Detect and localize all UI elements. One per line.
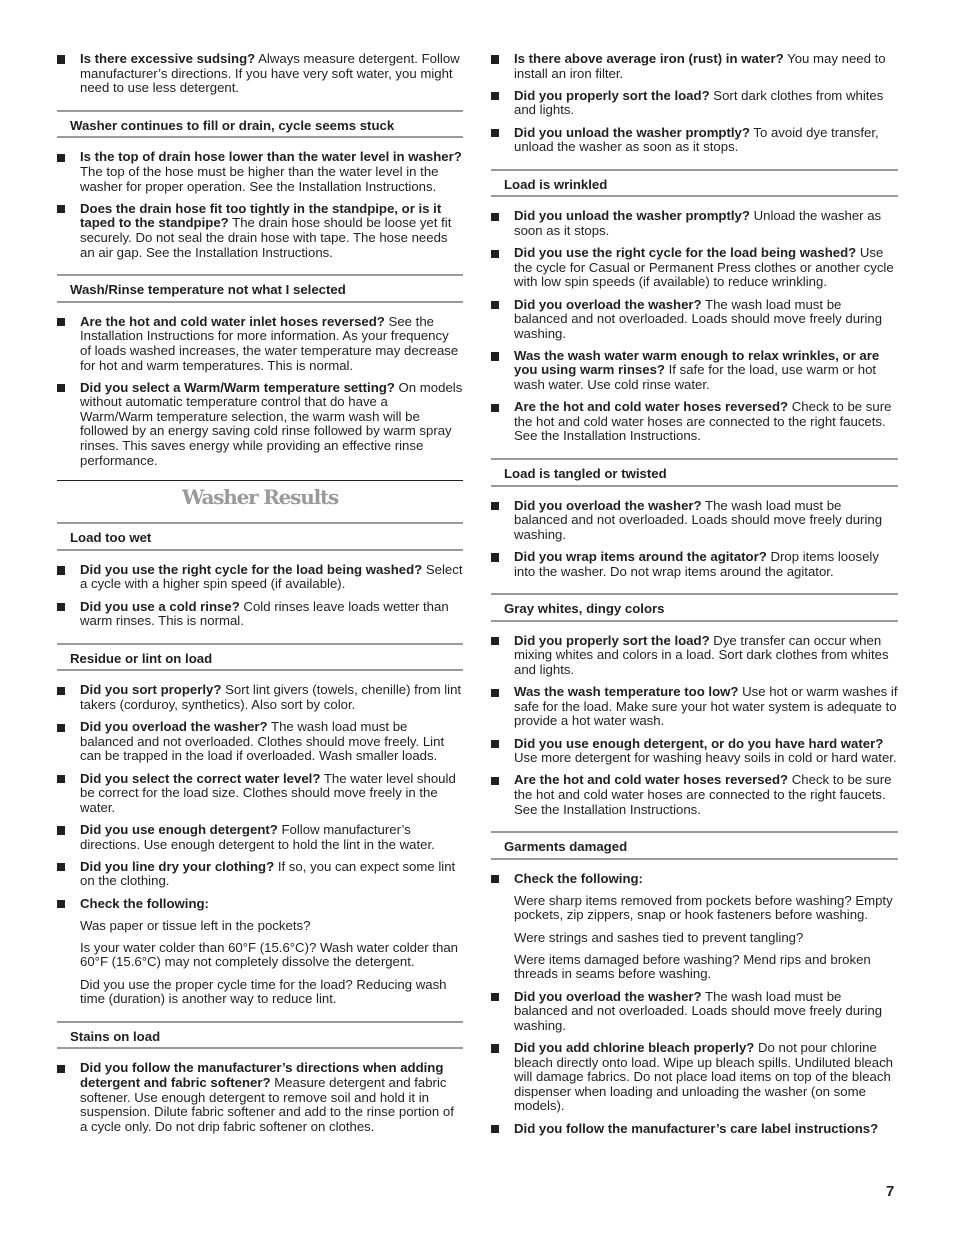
question-text: Did you select a Warm/Warm temperature setting?: [80, 379, 395, 395]
answer-text: Check to be sure the hot and cold water hoses are connected to the right faucets. See the Installation Instructions.: [514, 399, 892, 444]
answer-text: Cold rinses leave loads wetter than warm rinses. This is normal.: [80, 598, 449, 629]
square-bullet-icon: [57, 205, 65, 213]
bullet-item: [491, 499, 898, 543]
square-bullet-icon: [491, 213, 499, 221]
question-text: Did you sort properly?: [80, 682, 222, 698]
answer-text: The top of the hose must be higher than the water level in the washer for proper operation. See the Installation Instructions.: [80, 163, 439, 194]
square-bullet-icon: [57, 775, 65, 783]
bullet-item: [491, 872, 898, 887]
bullet-item: [491, 298, 898, 342]
paragraph: Did you use the proper cycle time for the load? Reducing wash time (duration) is another way to reduce lint.: [80, 976, 447, 1007]
question-text: Did you use enough detergent?: [80, 821, 278, 837]
square-bullet-icon: [491, 993, 499, 1001]
square-bullet-icon: [491, 352, 499, 360]
answer-text: If safe for the load, use warm or hot wash water. Use cold rinse water.: [514, 362, 877, 393]
bullet-item: [57, 381, 463, 469]
square-bullet-icon: [491, 404, 499, 412]
square-bullet-icon: [57, 1065, 65, 1073]
bullet-item: [491, 773, 898, 817]
subheading-load-is-wrinkled: Load is wrinkled: [491, 169, 898, 198]
question-text: Did you follow the manufacturer’s directions when adding detergent and fabric softener?: [80, 1060, 444, 1091]
bullet-item: [57, 683, 463, 712]
answer-text: See the Installation Instructions for more information. As your frequency of loads washed increases, the water temperature may decrease for hot and warm temperatures. This is normal.: [80, 313, 459, 373]
question-text: Are the hot and cold water hoses reversed?: [514, 399, 789, 415]
paragraph: Is your water colder than 60°F (15.6°C)? Wash water colder than 60°F (15.6°C) may not completely dissolve the detergent.: [80, 939, 459, 970]
question-text: Did you follow the manufacturer’s care label instructions?: [514, 1120, 879, 1136]
subheading-load-too-wet: Load too wet: [57, 522, 463, 551]
left-column: [57, 52, 463, 1142]
answer-text: Use hot or warm washes if safe for the load. Make sure your hot water system is adequate to provide a hot water wash.: [514, 684, 898, 729]
right-column: [491, 52, 898, 1144]
bullet-item: [57, 823, 463, 852]
answer-text: Use more detergent for washing heavy soils in cold or hard water.: [514, 750, 897, 766]
question-text: Did you overload the washer?: [80, 719, 268, 735]
square-bullet-icon: [57, 900, 65, 908]
answer-text: Measure detergent and fabric softener. Use enough detergent to remove soil and hold it in suspension. Dilute fabric softener and add to the rinse portion of a cycle only. Do not drip fabric softener on clothes.: [80, 1075, 454, 1134]
question-text: Did you use the right cycle for the load being washed?: [80, 561, 423, 577]
bullet-item: [491, 52, 898, 81]
subheading-residue-or-lint-on-load: Residue or lint on load: [57, 643, 463, 672]
bullet-item: [491, 126, 898, 155]
bullet-item: [491, 400, 898, 444]
answer-text: Sort lint givers (towels, chenille) from lint takers (corduroy, synthetics). Also sort by color.: [80, 682, 462, 712]
answer-text: The wash load must be balanced and not overloaded. Loads should move freely during washing.: [514, 988, 883, 1033]
square-bullet-icon: [491, 129, 499, 137]
question-text: Are the hot and cold water hoses reversed?: [514, 772, 789, 788]
square-bullet-icon: [491, 740, 499, 748]
square-bullet-icon: [491, 553, 499, 561]
square-bullet-icon: [57, 154, 65, 162]
square-bullet-icon: [491, 92, 499, 100]
question-text: Did you select the correct water level?: [80, 770, 321, 786]
question-text: Check the following:: [514, 870, 643, 886]
square-bullet-icon: [491, 301, 499, 309]
answer-text: The water level should be correct for the load size. Clothes should move freely in the water.: [80, 770, 456, 815]
question-text: Did you wrap items around the agitator?: [514, 549, 767, 564]
question-text: Did you line dry your clothing?: [80, 858, 275, 874]
bullet-item: [57, 563, 463, 592]
square-bullet-icon: [491, 250, 499, 258]
bullet-item: [491, 990, 898, 1034]
question-text: Are the hot and cold water inlet hoses reversed?: [80, 313, 385, 329]
answer-text: Always measure detergent. Follow manufacturer’s directions. If you have very soft water, you might need to use less detergent.: [80, 51, 460, 96]
bullet-item: [57, 860, 463, 889]
square-bullet-icon: [57, 318, 65, 326]
answer-text: Use the cycle for Casual or Permanent Press clothes or another cycle with low spin speeds (if available) to reduce wrinkling.: [514, 245, 894, 290]
paragraph: Was paper or tissue left in the pockets?: [80, 917, 311, 933]
question-text: Was the wash temperature too low?: [514, 684, 739, 700]
subheading-stains-on-load: Stains on load: [57, 1021, 463, 1050]
question-text: Did you properly sort the load?: [514, 87, 710, 103]
bullet-item: [57, 52, 463, 96]
square-bullet-icon: [57, 826, 65, 834]
question-text: Did you use enough detergent, or do you have hard water?: [514, 735, 884, 751]
bullet-item: [491, 550, 898, 579]
square-bullet-icon: [491, 55, 499, 63]
square-bullet-icon: [491, 637, 499, 645]
question-text: Check the following:: [80, 895, 209, 911]
answer-text: The wash load must be balanced and not overloaded. Clothes should move freely. Lint can be trapped in the load if overloaded. Wash smaller loads.: [80, 719, 445, 764]
square-bullet-icon: [491, 777, 499, 785]
square-bullet-icon: [491, 689, 499, 697]
square-bullet-icon: [57, 863, 65, 871]
bullet-item: [57, 600, 463, 629]
square-bullet-icon: [57, 384, 65, 392]
answer-text: You may need to install an iron filter.: [514, 51, 886, 81]
bullet-item: [57, 150, 463, 194]
square-bullet-icon: [57, 603, 65, 611]
paragraph: Were sharp items removed from pockets before washing? Empty pockets, zip zippers, snap or hook fasteners before washing.: [514, 892, 893, 923]
answer-text: The wash load must be balanced and not overloaded. Loads should move freely during washing.: [514, 296, 883, 341]
question-text: Is there above average iron (rust) in water?: [514, 51, 784, 66]
square-bullet-icon: [57, 566, 65, 574]
question-text: Did you overload the washer?: [514, 296, 702, 312]
bullet-item: [57, 772, 463, 816]
answer-text: Follow manufacturer’s directions. Use enough detergent to hold the lint in the water.: [80, 821, 435, 852]
subheading-load-is-tangled-or-twisted: Load is tangled or twisted: [491, 458, 898, 487]
bullet-item: [491, 209, 898, 238]
subheading-gray-whites-dingy-colors: Gray whites, dingy colors: [491, 593, 898, 622]
answer-text: Select a cycle with a higher spin speed (if available).: [80, 561, 463, 592]
bullet-item: [491, 634, 898, 678]
square-bullet-icon: [491, 1125, 499, 1133]
answer-text: Dye transfer can occur when mixing whites and colors in a load. Sort dark clothes from whites and lights.: [514, 632, 889, 677]
question-text: Is the top of drain hose lower than the water level in washer?: [80, 149, 462, 165]
question-text: Did you add chlorine bleach properly?: [514, 1040, 755, 1055]
question-text: Did you use a cold rinse?: [80, 598, 240, 614]
square-bullet-icon: [57, 724, 65, 732]
question-text: Did you unload the washer promptly?: [514, 208, 750, 224]
subheading-garments-damaged: Garments damaged: [491, 831, 898, 860]
bullet-item: [491, 737, 898, 766]
bullet-item: [491, 246, 898, 290]
subheading-washer-continues-to-fill-or-drain-cycle-seems-stuck: Washer continues to fill or drain, cycle seems stuck: [57, 110, 463, 139]
answer-text: The drain hose should be loose yet fit securely. Do not seal the drain hose with tape. The hose needs an air gap. See the Installation Instructions.: [80, 215, 452, 260]
bullet-item: [57, 720, 463, 764]
square-bullet-icon: [491, 1044, 499, 1052]
square-bullet-icon: [57, 55, 65, 63]
bullet-item: [491, 1122, 898, 1137]
question-text: Was the wash water warm enough to relax wrinkles, or are you using warm rinses?: [514, 347, 880, 378]
answer-text: On models without automatic temperature control that do have a Warm/Warm temperature selection, the warm wash will be followed by an energy saving cold rinse followed by warm spray rinses. This saves energy while providing an effective rinse performance.: [80, 379, 463, 468]
section-title: Washer Results: [57, 480, 463, 516]
answer-text: Do not pour chlorine bleach directly onto load. Wipe up bleach spills. Undiluted bleach will damage fabrics. Do not place load items on top of the bleach dispenser when loading and unloading the washer (on some models).: [514, 1040, 893, 1114]
subheading-wash-rinse-temperature-not-what-i-selected: Wash/Rinse temperature not what I selected: [57, 274, 463, 303]
answer-text: To avoid dye transfer, unload the washer as soon as it stops.: [514, 124, 879, 155]
question-text: Did you overload the washer?: [514, 497, 702, 513]
bullet-item: [491, 685, 898, 729]
page-number: 7: [886, 1183, 895, 1200]
bullet-item: [57, 315, 463, 373]
question-text: Did you properly sort the load?: [514, 632, 710, 648]
bullet-item: [57, 202, 463, 260]
square-bullet-icon: [57, 687, 65, 695]
bullet-item: [57, 897, 463, 912]
bullet-item: [57, 1061, 463, 1134]
answer-text: If so, you can expect some lint on the clothing.: [80, 858, 456, 889]
square-bullet-icon: [491, 502, 499, 510]
square-bullet-icon: [491, 875, 499, 883]
bullet-item: [491, 1041, 898, 1114]
question-text: Did you use the right cycle for the load being washed?: [514, 245, 857, 261]
question-text: Does the drain hose fit too tightly in the standpipe, or is it taped to the standpipe?: [80, 200, 442, 231]
answer-text: Drop items loosely into the washer. Do not wrap items around the agitator.: [514, 549, 879, 579]
bullet-item: [491, 89, 898, 118]
question-text: Did you unload the washer promptly?: [514, 124, 750, 140]
question-text: Did you overload the washer?: [514, 988, 702, 1004]
bullet-item: [491, 349, 898, 393]
question-text: Is there excessive sudsing?: [80, 51, 256, 66]
paragraph: Were items damaged before washing? Mend rips and broken threads in seams before washing.: [514, 951, 871, 982]
answer-text: The wash load must be balanced and not overloaded. Loads should move freely during washing.: [514, 497, 883, 542]
answer-text: Unload the washer as soon as it stops.: [514, 208, 882, 238]
paragraph: Were strings and sashes tied to prevent tangling?: [514, 929, 804, 945]
answer-text: Check to be sure the hot and cold water hoses are connected to the right faucets. See the Installation Instructions.: [514, 772, 892, 817]
answer-text: Sort dark clothes from whites and lights.: [514, 87, 884, 118]
